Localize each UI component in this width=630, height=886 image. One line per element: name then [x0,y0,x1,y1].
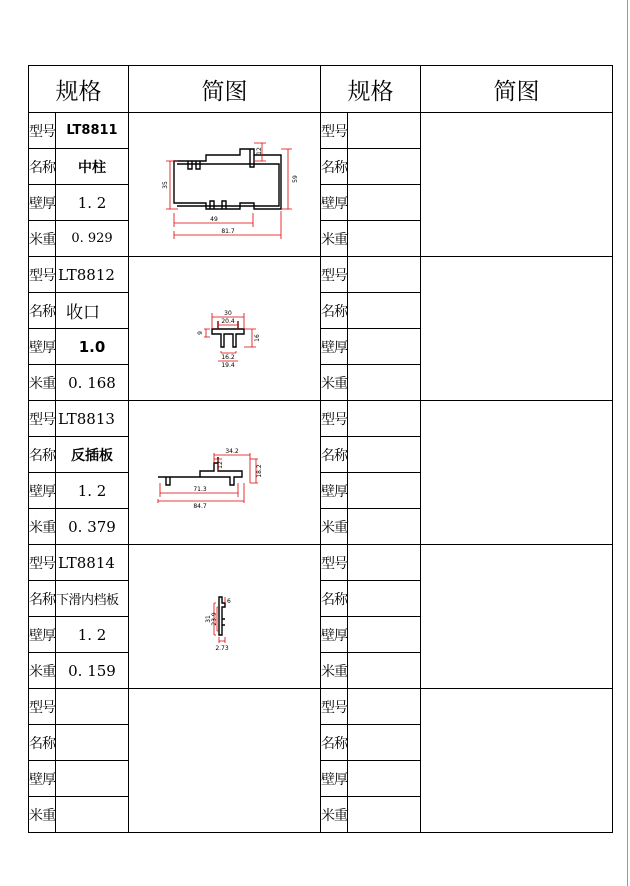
table-header [29,66,613,113]
right-model-value [348,401,421,437]
lt8814-profile-drawing [130,547,320,687]
header-diagram-right: 简图 [421,66,613,113]
weight-label: 米重 [321,509,348,545]
thickness-label: 壁厚 [321,329,348,365]
item-2-name: 收口 [56,293,129,329]
model-label: 型号 [321,545,348,581]
spec-table [28,65,613,833]
name-label: 名称 [321,581,348,617]
weight-label: 米重 [321,221,348,257]
dim-59: 59 [291,174,299,183]
right-thickness-value [348,185,421,221]
thickness-label: 壁厚 [29,617,56,653]
name-label: 名称 [29,293,56,329]
thickness-label: 壁厚 [29,185,56,221]
thickness-label: 壁厚 [29,473,56,509]
right-model-value [348,113,421,149]
dim-18-2: 18.2 [255,463,263,478]
lt8811-profile-drawing [130,115,320,255]
dim-2-73: 2.73 [214,644,229,652]
name-label: 名称 [321,437,348,473]
model-label: 型号 [29,401,56,437]
right-model-value [348,257,421,293]
dim-6: 6 [226,597,231,605]
item-4-diagram [129,545,321,689]
thickness-label: 壁厚 [321,473,348,509]
right-diagram-4 [421,545,613,689]
thickness-label: 壁厚 [29,329,56,365]
item-1-model: LT8811 [56,113,129,149]
dim-30: 30 [223,309,232,317]
item-3-name: 反插板 [56,437,129,473]
dim-16-2: 16.2 [220,353,235,361]
item-5-name [56,725,129,761]
model-label: 型号 [29,545,56,581]
thickness-label: 壁厚 [321,761,348,797]
weight-label: 米重 [29,797,56,833]
item-1-name: 中柱 [56,149,129,185]
dim-12: 12 [255,146,263,155]
weight-label: 米重 [29,509,56,545]
item-2-model-row [29,257,613,293]
right-thickness-value [348,473,421,509]
weight-label: 米重 [29,221,56,257]
dim-20-4: 20.4 [220,317,235,325]
dim-16: 16 [253,333,261,342]
model-label: 型号 [321,401,348,437]
item-5-weight [56,797,129,833]
name-label: 名称 [321,725,348,761]
thickness-label: 壁厚 [321,617,348,653]
right-weight-value [348,797,421,833]
weight-label: 米重 [321,653,348,689]
dim-12: 12 [216,460,224,469]
model-label: 型号 [29,689,56,725]
right-model-value [348,689,421,725]
model-label: 型号 [29,257,56,293]
item-4-model-row [29,545,613,581]
dim-49: 49 [209,215,218,223]
thickness-label: 壁厚 [321,185,348,221]
right-diagram-1 [421,113,613,257]
item-5-diagram [129,689,321,833]
item-5-thickness [56,761,129,797]
right-name-value [348,149,421,185]
item-3-thickness: 1. 2 [56,473,129,509]
thickness-label: 壁厚 [29,761,56,797]
dim-71-3: 71.3 [192,485,207,493]
name-label: 名称 [321,293,348,329]
item-2-thickness: 1.0 [56,329,129,365]
right-weight-value [348,365,421,401]
dim-84-7: 84.7 [192,502,207,510]
lt8812-profile-drawing [130,259,320,399]
dim-23-9: 23.9 [210,611,218,626]
item-2-weight: 0. 168 [56,365,129,401]
item-1-weight: 0. 929 [56,221,129,257]
name-label: 名称 [29,437,56,473]
name-label: 名称 [29,581,56,617]
right-name-value [348,725,421,761]
model-label: 型号 [29,113,56,149]
item-5-model [56,689,129,725]
right-thickness-value [348,761,421,797]
dim-31: 31 [204,614,212,623]
model-label: 型号 [321,689,348,725]
dim-34-2: 34.2 [224,447,239,455]
item-5-model-row [29,689,613,725]
item-3-model-row [29,401,613,437]
right-thickness-value [348,329,421,365]
right-name-value [348,437,421,473]
lt8813-profile-drawing [130,403,320,543]
header-spec-left: 规格 [29,66,129,113]
dim-19-4: 19.4 [220,361,235,369]
item-4-name: 下滑内档板 [56,581,129,617]
dim-9: 9 [196,330,204,335]
weight-label: 米重 [321,365,348,401]
right-name-value [348,293,421,329]
item-3-diagram [129,401,321,545]
item-1-model-row [29,113,613,149]
name-label: 名称 [29,149,56,185]
model-label: 型号 [321,113,348,149]
weight-label: 米重 [321,797,348,833]
name-label: 名称 [29,725,56,761]
page-edge [627,0,628,886]
item-3-weight: 0. 379 [56,509,129,545]
right-diagram-3 [421,401,613,545]
item-2-diagram [129,257,321,401]
item-1-thickness: 1. 2 [56,185,129,221]
item-3-model: LT8813 [56,401,129,437]
right-model-value [348,545,421,581]
weight-label: 米重 [29,365,56,401]
item-4-model: LT8814 [56,545,129,581]
header-diagram-left: 简图 [129,66,321,113]
item-4-weight: 0. 159 [56,653,129,689]
dim-35: 35 [161,180,169,189]
model-label: 型号 [321,257,348,293]
item-1-diagram [129,113,321,257]
item-2-model: LT8812 [56,257,129,293]
right-weight-value [348,653,421,689]
right-diagram-2 [421,257,613,401]
right-weight-value [348,221,421,257]
weight-label: 米重 [29,653,56,689]
dim-81-7: 81.7 [220,227,235,235]
right-name-value [348,581,421,617]
right-diagram-5 [421,689,613,833]
right-thickness-value [348,617,421,653]
right-weight-value [348,509,421,545]
header-spec-right: 规格 [321,66,421,113]
name-label: 名称 [321,149,348,185]
item-4-thickness: 1. 2 [56,617,129,653]
